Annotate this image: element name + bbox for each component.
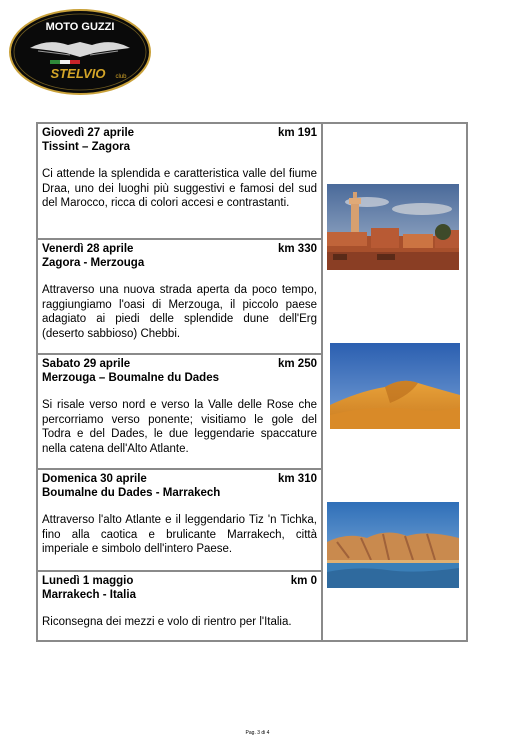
moto-guzzi-stelvio-club-logo	[8, 8, 153, 96]
day-distance: km 330	[277, 243, 317, 255]
day-date: Sabato 29 aprile	[42, 358, 131, 370]
itinerary-day	[38, 470, 321, 572]
zagora-town-photo	[327, 184, 459, 270]
day-description: Ci attende la splendida e caratteristica valle del fiume Draa, uno dei luoghi più suggestivi e famosi del sud del Marocco, ricca di colori accesi e contrastanti.	[42, 168, 317, 209]
day-description: Attraverso l'alto Atlante e il leggendario Tiz 'n Tichka, fino alla caotica e brulicante Marrakech, città imperiale e simbolo dell'intero Paese.	[42, 514, 317, 555]
day-distance: km 191	[277, 127, 317, 139]
day-distance: km 250	[277, 358, 317, 370]
logo-club-text: club	[115, 74, 127, 80]
day-distance: km 0	[290, 575, 317, 587]
day-header	[42, 357, 317, 371]
day-description: Attraverso una nuova strada aperta da poco tempo, raggiungiamo l'oasi di Merzouga, il piccolo paese adagiato ai piedi delle splendide dune dell'Erg (deserto sabbioso) Chebbi.	[42, 284, 317, 340]
day-header	[42, 126, 317, 140]
day-header	[42, 242, 317, 256]
day-date: Domenica 30 aprile	[42, 473, 147, 485]
day-date: Giovedì 27 aprile	[42, 127, 135, 139]
itinerary-day	[38, 355, 321, 470]
day-date: Venerdì 28 aprile	[42, 243, 134, 255]
day-description: Riconsegna dei mezzi e volo di rientro per l'Italia.	[42, 616, 292, 628]
atlas-lake-photo	[327, 502, 459, 588]
itinerary-text-column	[38, 124, 323, 640]
itinerary-day	[38, 124, 321, 240]
day-route: Marrakech - Italia	[42, 589, 136, 601]
itinerary-day	[38, 240, 321, 355]
day-route: Merzouga – Boumalne du Dades	[42, 372, 220, 384]
day-date: Lunedì 1 maggio	[42, 575, 134, 587]
day-route: Tissint – Zagora	[42, 141, 130, 153]
logo-model-text: STELVIO	[50, 66, 106, 81]
page-number: Pag. 3 di 4	[245, 730, 270, 736]
day-description: Si risale verso nord e verso la Valle delle Rose che percorriamo verso ponente; visitiamo le gole del Todra e del Dades, le due leggendarie spaccature nella catena dell'Alto Atlante.	[42, 399, 317, 455]
day-header	[42, 472, 317, 486]
sand-dunes-photo	[329, 343, 461, 429]
itinerary-photo-column	[323, 124, 466, 640]
day-distance: km 310	[277, 473, 317, 485]
itinerary-day	[38, 572, 321, 640]
day-header	[42, 574, 317, 588]
logo-brand-text: MOTO GUZZI	[45, 21, 115, 33]
itinerary-table	[36, 122, 468, 642]
day-route: Zagora - Merzouga	[42, 257, 145, 269]
day-route: Boumalne du Dades - Marrakech	[42, 487, 221, 499]
